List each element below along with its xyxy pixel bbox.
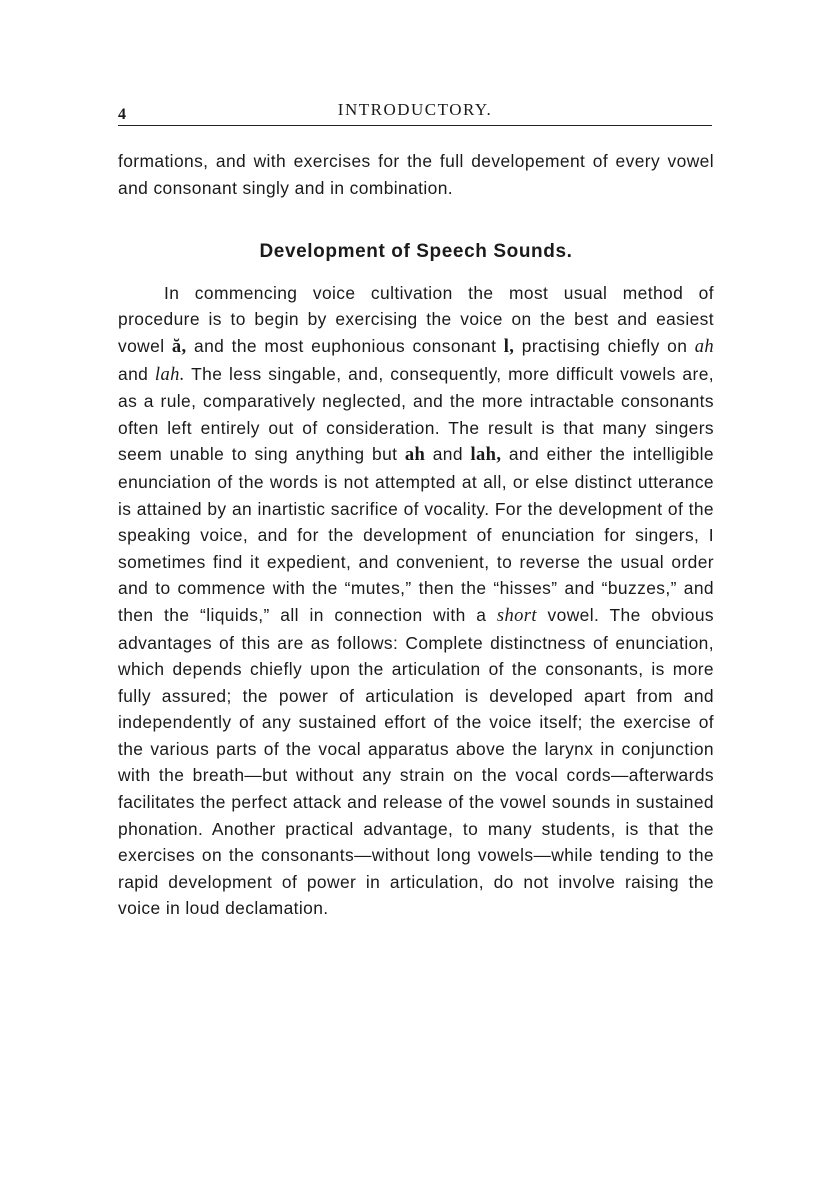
italic-ah: ah: [694, 336, 714, 357]
page-number: 4: [118, 106, 126, 123]
bold-ah: ah: [404, 445, 426, 466]
italic-lah: lah.: [154, 364, 185, 385]
text-run: In commencing voice cultivation the most usual method of procedure is to begin by exercising the voice on the best and easiest vowel: [118, 282, 714, 356]
text-run: and either the intelligible enunciation of the words is not attempted at all, or else distinct utterance is attained by an inartistic sacrifice of vocality. For the development of the speaking voice, and for the development of enunciation for singers, I sometimes find it expedient, and convenient, to reverse the usual order and to commence with the “mutes,” then the “hisses” and “buzzes,” and then the “liquids,” all in connection with a: [118, 444, 714, 625]
text-run: and the most euphonious consonant: [186, 335, 504, 356]
text-run: practising chiefly on: [514, 335, 695, 356]
paragraph-continued: formations, and with exercises for the full developement of every vowel and consonant singly and in combination.: [118, 151, 714, 198]
vowel-symbol: ă,: [171, 336, 187, 357]
text-run: and: [118, 363, 155, 384]
body-text: [118, 148, 714, 922]
section-heading: Development of Speech Sounds.: [259, 241, 573, 263]
italic-short: short: [496, 605, 537, 626]
header-rule: [118, 125, 712, 126]
text-run: vowel. The obvious advantages of this are as follows: Complete distinctness of enunciation, which depends chiefly upon the articulation of the consonants, is more fully assured; the power of articulation is developed apart from and independently of any sustained effort of the voice itself; the exercise of the various parts of the vocal apparatus above the larynx in conjunction with the breath—but without any strain on the vocal cords—afterwards facilitates the perfect attack and release of the vowel sounds in sustained phonation. Another practical advantage, to many students, is that the exercises on the consonants—without long vowels—while tending to the rapid development of power in articulation, do not involve raising the voice in loud declamation.: [118, 604, 715, 919]
text-run: and: [425, 444, 471, 465]
consonant-symbol: l,: [503, 336, 515, 357]
text-run: The less singable, and, consequently, more difficult vowels are, as a rule, comparatively neglected, and the more intractable consonants often left entirely out of consideration. The result is that many singers seem unable to sing anything but: [118, 363, 714, 465]
running-head: INTRODUCTORY.: [337, 100, 493, 119]
page-header: [118, 96, 712, 128]
paragraph-main: [118, 280, 714, 922]
bold-lah: lah,: [470, 445, 502, 466]
